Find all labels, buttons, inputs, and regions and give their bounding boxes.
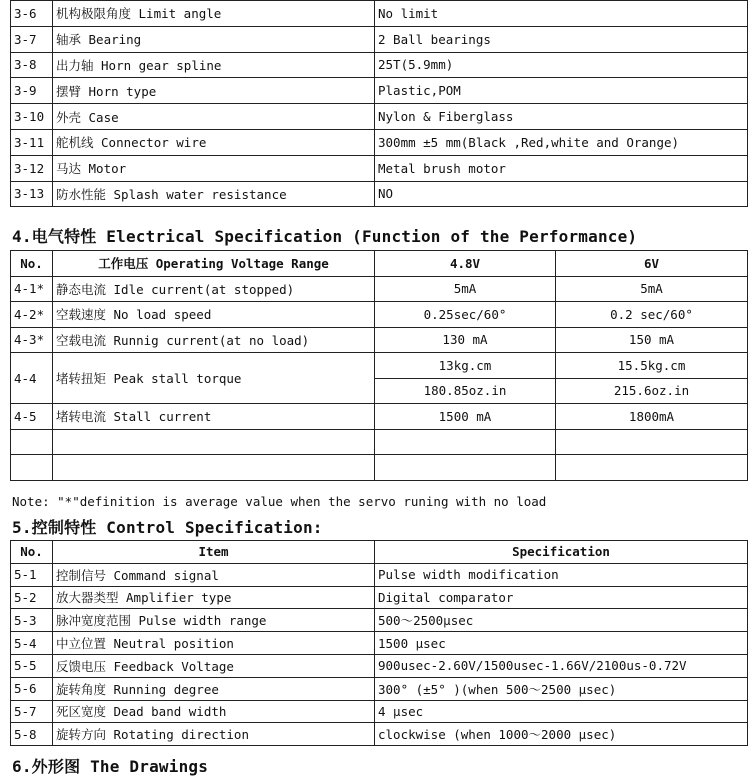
row-spec: 300mm ±5 mm(Black ,Red,white and Orange) [375, 129, 748, 155]
row-item: 防水性能 Splash water resistance [53, 181, 375, 207]
electrical-spec-table [10, 250, 748, 481]
empty-cell [11, 429, 53, 455]
row-item: 堵转电流 Stall current [53, 404, 375, 430]
table-row [11, 1, 748, 27]
row-value-1: 180.85oz.in [375, 378, 556, 404]
row-value-1: 0.25sec/60° [375, 302, 556, 328]
row-spec: 500～2500μsec [375, 609, 748, 632]
row-number: 4-3* [11, 327, 53, 353]
row-number: 4-2* [11, 302, 53, 328]
row-number: 5-4 [11, 632, 53, 655]
row-item: 外壳 Case [53, 104, 375, 130]
row-spec: Plastic,POM [375, 78, 748, 104]
row-item: 脉冲宽度范围 Pulse width range [53, 609, 375, 632]
empty-cell [556, 455, 748, 481]
row-number: 3-10 [11, 104, 53, 130]
row-value-1: 13kg.cm [375, 353, 556, 379]
row-item: 机构极限角度 Limit angle [53, 1, 375, 27]
row-item: 马达 Motor [53, 155, 375, 181]
empty-row [11, 429, 748, 455]
row-number: 3-6 [11, 1, 53, 27]
row-spec: 25T(5.9mm) [375, 52, 748, 78]
row-item: 旋转方向 Rotating direction [53, 723, 375, 746]
table-row [11, 586, 748, 609]
row-item: 堵转扭矩 Peak stall torque [53, 353, 375, 404]
header-item: 工作电压 Operating Voltage Range [53, 251, 375, 277]
row-value-2: 15.5kg.cm [556, 353, 748, 379]
row-number: 5-5 [11, 654, 53, 677]
table-header-row [11, 541, 748, 564]
row-spec: 300° (±5° )(when 500～2500 μsec) [375, 677, 748, 700]
row-spec: clockwise (when 1000～2000 μsec) [375, 723, 748, 746]
table-row [11, 353, 748, 379]
table-row [11, 723, 748, 746]
row-value-2: 215.6oz.in [556, 378, 748, 404]
empty-cell [53, 429, 375, 455]
row-number: 5-1 [11, 563, 53, 586]
table-row [11, 52, 748, 78]
table-row [11, 563, 748, 586]
section-5-heading: 5.控制特性 Control Specification: [12, 518, 323, 537]
row-value-2: 5mA [556, 276, 748, 302]
row-number: 5-7 [11, 700, 53, 723]
row-item: 旋转角度 Running degree [53, 677, 375, 700]
row-item: 静态电流 Idle current(at stopped) [53, 276, 375, 302]
header-item: Item [53, 541, 375, 564]
row-item: 死区宽度 Dead band width [53, 700, 375, 723]
table-row [11, 677, 748, 700]
table-row [11, 129, 748, 155]
table-row [11, 104, 748, 130]
header-no: No. [11, 541, 53, 564]
row-spec: Pulse width modification [375, 563, 748, 586]
header-voltage-1: 4.8V [375, 251, 556, 277]
empty-row [11, 455, 748, 481]
row-number: 5-6 [11, 677, 53, 700]
row-spec: Digital comparator [375, 586, 748, 609]
table-row [11, 276, 748, 302]
row-number: 3-12 [11, 155, 53, 181]
row-item: 摆臂 Horn type [53, 78, 375, 104]
row-spec: Nylon & Fiberglass [375, 104, 748, 130]
row-value-2: 1800mA [556, 404, 748, 430]
table-row [11, 404, 748, 430]
row-item: 出力轴 Horn gear spline [53, 52, 375, 78]
row-item: 反馈电压 Feedback Voltage [53, 654, 375, 677]
table-row [11, 302, 748, 328]
section-6-heading: 6.外形图 The Drawings [12, 757, 209, 776]
row-item: 轴承 Bearing [53, 26, 375, 52]
row-value-1: 130 mA [375, 327, 556, 353]
row-number: 5-2 [11, 586, 53, 609]
empty-cell [556, 429, 748, 455]
control-spec-table [10, 540, 748, 746]
table-row [11, 609, 748, 632]
empty-cell [53, 455, 375, 481]
row-value-1: 1500 mA [375, 404, 556, 430]
row-item: 空载电流 Runnig current(at no load) [53, 327, 375, 353]
empty-cell [375, 455, 556, 481]
row-number: 3-13 [11, 181, 53, 207]
table-row [11, 654, 748, 677]
table-row [11, 181, 748, 207]
row-item: 舵机线 Connector wire [53, 129, 375, 155]
row-spec: Metal brush motor [375, 155, 748, 181]
row-value-2: 0.2 sec/60° [556, 302, 748, 328]
row-spec: NO [375, 181, 748, 207]
row-value-1: 5mA [375, 276, 556, 302]
table-row [11, 155, 748, 181]
row-spec: 4 μsec [375, 700, 748, 723]
header-no: No. [11, 251, 53, 277]
table-header-row [11, 251, 748, 277]
row-value-2: 150 mA [556, 327, 748, 353]
row-number: 5-3 [11, 609, 53, 632]
row-number: 3-8 [11, 52, 53, 78]
table-row [11, 700, 748, 723]
row-item: 控制信号 Command signal [53, 563, 375, 586]
section-4-heading: 4.电气特性 Electrical Specification (Function of the Performance) [12, 227, 638, 246]
row-spec: 2 Ball bearings [375, 26, 748, 52]
empty-cell [375, 429, 556, 455]
row-item: 放大器类型 Amplifier type [53, 586, 375, 609]
row-item: 中立位置 Neutral position [53, 632, 375, 655]
row-spec: No limit [375, 1, 748, 27]
row-number: 3-9 [11, 78, 53, 104]
row-number: 4-5 [11, 404, 53, 430]
row-number: 5-8 [11, 723, 53, 746]
empty-cell [11, 455, 53, 481]
row-number: 4-1* [11, 276, 53, 302]
table-row [11, 327, 748, 353]
table-row [11, 632, 748, 655]
row-number: 3-11 [11, 129, 53, 155]
header-voltage-2: 6V [556, 251, 748, 277]
row-number: 4-4 [11, 353, 53, 404]
definition-note: Note: "*"definition is average value when the servo runing with no load [12, 494, 547, 509]
table-row [11, 26, 748, 52]
row-item: 空载速度 No load speed [53, 302, 375, 328]
mechanical-spec-table [10, 0, 748, 207]
row-spec: 1500 μsec [375, 632, 748, 655]
table-row [11, 78, 748, 104]
header-spec: Specification [375, 541, 748, 564]
row-spec: 900usec-2.60V/1500usec-1.66V/2100us-0.72V [375, 654, 748, 677]
row-number: 3-7 [11, 26, 53, 52]
